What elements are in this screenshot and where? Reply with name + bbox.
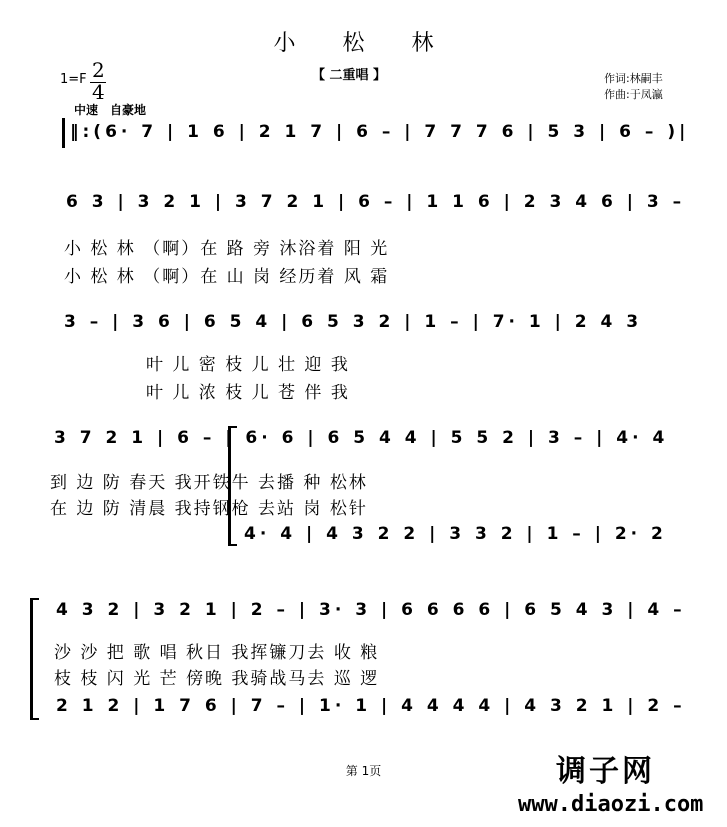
row-notes: 3 – | 3 6 | 6 5 4 | 6 5 3 2 | 1 – | 7· 1 | 2 4 3 <box>64 312 643 332</box>
lyrics-verse-2: 枝 枝 闪 光 芒 傍晚 我骑战马去 巡 逻 <box>54 669 380 689</box>
lyricist-credit: 作词:林嗣丰 <box>604 72 663 85</box>
row-notes: 4 3 2 | 3 2 1 | 2 – | 3· 3 | 6 6 6 6 | 6 5 4 3 | 4 – <box>56 600 686 620</box>
lyrics-verse-1: 到 边 防 春天 我开铁牛 去播 种 松林 <box>50 473 368 493</box>
tempo-marking: 中速 自豪地 <box>74 103 147 117</box>
lyrics-verse-2: 小 松 林 （啊）在 山 岗 经历着 风 霜 <box>64 267 390 287</box>
lower-voice-notes: 4· 4 | 4 3 2 2 | 3 3 2 | 1 – | 2· 2 <box>244 524 667 544</box>
system-bracket <box>30 598 39 720</box>
lyrics-verse-1: 叶 儿 密 枝 儿 壮 迎 我 <box>146 355 350 375</box>
performance-type: 【 二重唱 】 <box>312 68 387 83</box>
watermark-logo: 调子网 <box>556 754 655 789</box>
page-number: 第 1页 <box>345 764 382 778</box>
watermark-url: www.diaozi.com <box>518 792 704 817</box>
row-notes: ‖:(6· 7 | 1 6 | 2 1 7 | 6 – | 7 7 7 6 | 5 3 | 6 – )| <box>70 122 690 142</box>
lyrics-verse-1: 沙 沙 把 歌 唱 秋日 我挥镰刀去 收 粮 <box>54 643 380 663</box>
time-signature-bottom: 4 <box>92 80 105 104</box>
repeat-barline <box>62 118 65 148</box>
lyrics-verse-1: 小 松 林 （啊）在 路 旁 沐浴着 阳 光 <box>64 239 390 259</box>
key-signature: 1=F <box>60 72 87 87</box>
row-notes: 6 3 | 3 2 1 | 3 7 2 1 | 6 – | 1 1 6 | 2 3 4 6 | 3 – <box>66 192 686 212</box>
lyrics-verse-2: 叶 儿 浓 枝 儿 苍 伴 我 <box>146 383 350 403</box>
song-title: 小 松 林 <box>273 31 454 56</box>
lyrics-verse-2: 在 边 防 清晨 我持钢枪 去站 岗 松针 <box>50 499 368 519</box>
lower-voice-notes: 2 1 2 | 1 7 6 | 7 – | 1· 1 | 4 4 4 4 | 4 3 2 1 | 2 – <box>56 696 686 716</box>
composer-credit: 作曲:于凤瀛 <box>604 88 663 101</box>
time-signature-top: 2 <box>92 58 105 82</box>
row-notes: 3 7 2 1 | 6 – | 6· 6 | 6 5 4 4 | 5 5 2 | 3 – | 4· 4 <box>54 428 669 448</box>
